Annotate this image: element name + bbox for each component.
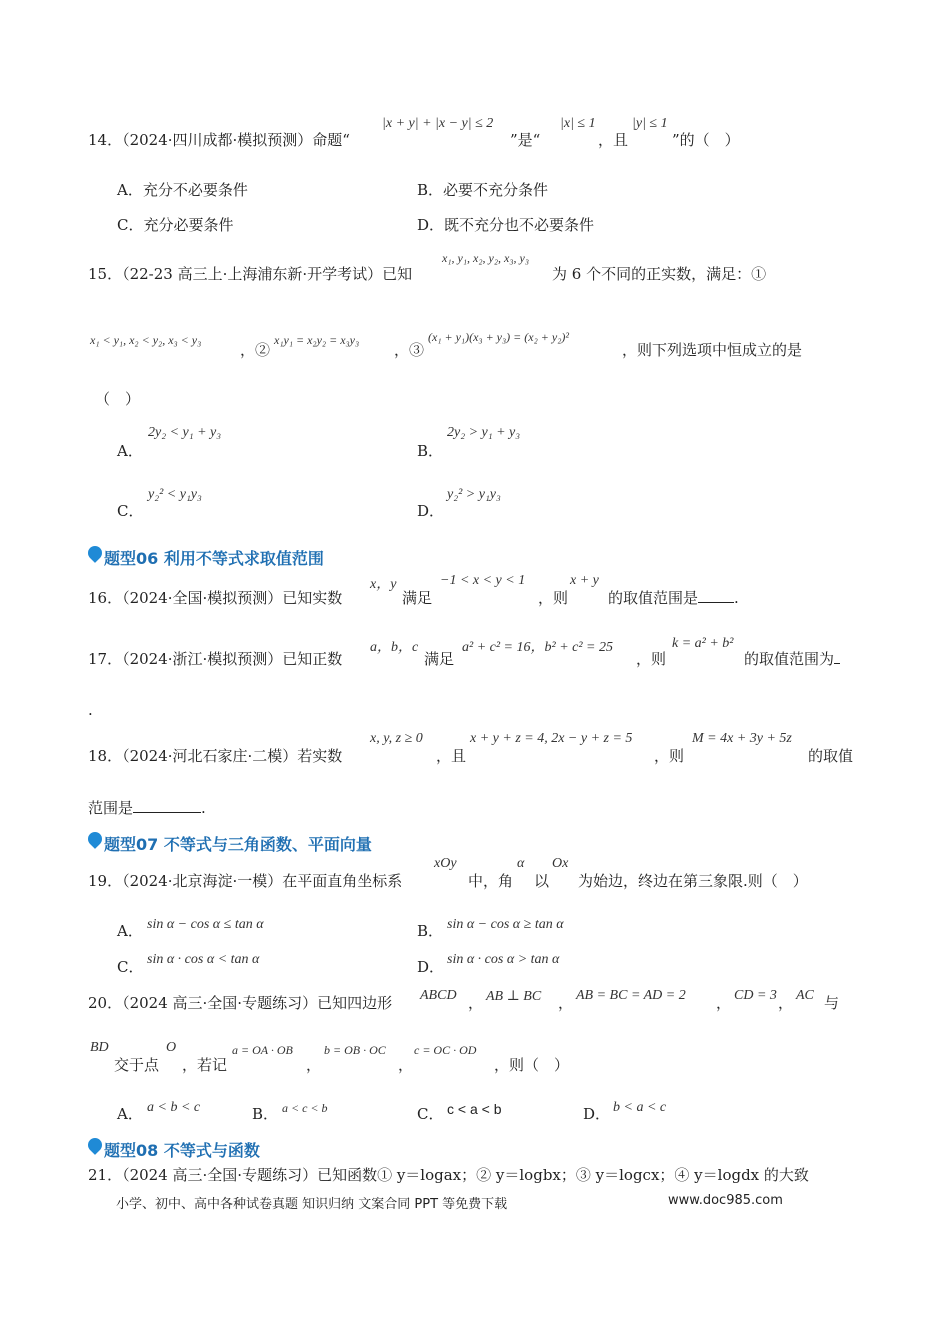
q19-option-c-label[interactable]: C． xyxy=(117,958,144,976)
q15-option-c-math[interactable]: y₂² < y₁y₃ xyxy=(148,487,202,502)
q15-option-d-math[interactable]: y₂² > y₁y₃ xyxy=(447,487,501,502)
q18-stem: 18．（2024·河北石家庄·二模）若实数 xyxy=(88,747,343,765)
footer-text: 小学、初中、高中各种试卷真题 知识归纳 文案合同 PPT 等免费下载 xyxy=(116,1197,508,1212)
q17-stem-c: ，则 xyxy=(636,650,667,668)
section-08-title: 题型08 不等式与函数 xyxy=(104,1141,260,1160)
q20-option-d-math[interactable]: b < a < c xyxy=(613,1100,667,1115)
q15-option-b-label[interactable]: B． xyxy=(417,442,444,460)
q14-stem: 14．（2024·四川成都·模拟预测）命题“ xyxy=(88,131,350,149)
section-marker-icon xyxy=(85,543,105,563)
q19-option-d-math[interactable]: sin α · cos α > tan α xyxy=(447,952,560,967)
q19-option-a-label[interactable]: A． xyxy=(117,922,143,940)
q14-stem-b: ”是“ xyxy=(510,131,541,149)
q20-comma-1: ， xyxy=(468,994,484,1012)
q15-stem-b: 为 6 个不同的正实数，满足：① xyxy=(552,265,767,283)
q16-math-3: x + y xyxy=(570,573,599,588)
q15-option-d-label[interactable]: D． xyxy=(417,502,445,520)
q17-math-1: a，b，c xyxy=(370,640,419,655)
q16-stem-b: 满足 xyxy=(402,589,433,607)
q19-stem-d: 为始边，终边在第三象限.则（ ） xyxy=(578,872,808,890)
q16-answer-blank[interactable] xyxy=(698,602,734,603)
q18-stem-d: 的取值 xyxy=(808,747,854,765)
q19-math-1: xOy xyxy=(434,856,457,871)
q15-stem-c: ，② xyxy=(240,341,271,359)
q15-option-c-label[interactable]: C． xyxy=(117,502,144,520)
q15-condition-1: x₁ < y₁, x₂ < y₂, x₃ < y₃ xyxy=(90,333,202,347)
q19-math-2: α xyxy=(517,856,525,871)
q15-stem-d: ，③ xyxy=(394,341,425,359)
q15-option-a-math[interactable]: 2y₂ < y₁ + y₃ xyxy=(148,425,222,440)
q15-paren: （ ） xyxy=(95,390,141,408)
q16-stem-c: ，则 xyxy=(538,589,569,607)
q20-stem-b: 与 xyxy=(824,994,840,1012)
q20-math-8: a = OA · OB xyxy=(232,1043,293,1057)
q20-math-6: BD xyxy=(90,1040,109,1055)
q18-math-3: M = 4x + 3y + 5z xyxy=(692,731,792,746)
q14-stem-d: ”的（ ） xyxy=(672,131,740,149)
q16-stem-d: 的取值范围是 . xyxy=(608,589,739,607)
q15-stem: 15．（22-23 高三上·上海浦东新·开学考试）已知 xyxy=(88,265,413,283)
section-07-title: 题型07 不等式与三角函数、平面向量 xyxy=(104,835,372,854)
q20-option-a-label[interactable]: A． xyxy=(117,1105,143,1123)
q20-stem-c: 交于点 xyxy=(114,1056,160,1074)
q15-condition-2: x₁y₁ = x₂y₂ = x₃y₃ xyxy=(274,333,360,347)
q18-stem-b: ，且 xyxy=(436,747,467,765)
q16-math-2: −1 < x < y < 1 xyxy=(440,573,526,588)
q20-stem-d: ，若记 xyxy=(182,1056,228,1074)
q18-answer-blank[interactable] xyxy=(133,812,201,813)
q19-option-d-label[interactable]: D． xyxy=(417,958,445,976)
q14-math-3: |y| ≤ 1 xyxy=(632,116,668,131)
q17-math-3: k = a² + b² xyxy=(672,636,734,651)
q18-stem-c: ，则 xyxy=(654,747,685,765)
q19-math-3: Ox xyxy=(552,856,569,871)
q20-math-5: AC xyxy=(796,988,814,1003)
q20-math-3: AB = BC = AD = 2 xyxy=(576,988,686,1003)
q15-option-b-math[interactable]: 2y₂ > y₁ + y₃ xyxy=(447,425,521,440)
q17-math-2: a² + c² = 16，b² + c² = 25 xyxy=(462,640,614,655)
q20-math-9: b = OB · OC xyxy=(324,1043,386,1057)
q20-comma-6: ， xyxy=(398,1056,414,1074)
q16-stem: 16．（2024·全国·模拟预测）已知实数 xyxy=(88,589,343,607)
q20-math-10: c = OC · OD xyxy=(414,1043,477,1057)
section-marker-icon xyxy=(85,829,105,849)
q19-option-c-math[interactable]: sin α · cos α < tan α xyxy=(147,952,260,967)
q20-math-1: ABCD xyxy=(420,988,457,1003)
q21-stem: 21．（2024 高三·全国·专题练习）已知函数① y＝logax；② y＝logbx；③ y＝logcx；④ y＝logdx 的大致 xyxy=(88,1166,809,1184)
q14-math-2: |x| ≤ 1 xyxy=(560,116,596,131)
q19-stem: 19．（2024·北京海淀·一模）在平面直角坐标系 xyxy=(88,872,403,890)
q20-option-c-math[interactable]: c < a < b xyxy=(447,1101,502,1117)
q14-option-b[interactable]: B．必要不充分条件 xyxy=(417,181,549,199)
q16-math-1: x，y xyxy=(370,577,397,592)
q20-math-7: O xyxy=(166,1040,177,1055)
q17-answer-blank[interactable] xyxy=(834,663,840,664)
q14-option-d[interactable]: D．既不充分也不必要条件 xyxy=(417,216,595,234)
q20-stem: 20．（2024 高三·全国·专题练习）已知四边形 xyxy=(88,994,393,1012)
q19-option-b-math[interactable]: sin α − cos α ≥ tan α xyxy=(447,917,564,932)
q14-option-a[interactable]: A．充分不必要条件 xyxy=(117,181,248,199)
q20-comma-4: ， xyxy=(778,994,794,1012)
q17-stem-b: 满足 xyxy=(424,650,455,668)
q20-comma-3: ， xyxy=(716,994,732,1012)
q17-stem-d: 的取值范围为 xyxy=(744,649,840,669)
q20-option-b-label[interactable]: B． xyxy=(252,1105,279,1123)
q17-period: . xyxy=(88,701,93,719)
q18-math-1: x, y, z ≥ 0 xyxy=(370,731,423,746)
q14-option-c[interactable]: C．充分必要条件 xyxy=(117,216,234,234)
q19-stem-c: 以 xyxy=(534,872,550,890)
q14-stem-c: ，且 xyxy=(598,131,629,149)
q19-option-a-math[interactable]: sin α − cos α ≤ tan α xyxy=(147,917,264,932)
q17-stem: 17．（2024·浙江·模拟预测）已知正数 xyxy=(88,650,343,668)
q20-math-2: AB ⊥ BC xyxy=(486,989,542,1004)
q20-stem-e: ，则（ ） xyxy=(494,1056,570,1074)
q20-comma-5: ， xyxy=(306,1056,322,1074)
q20-option-c-label[interactable]: C． xyxy=(417,1105,444,1123)
q15-condition-3: (x₁ + y₁)(x₃ + y₃) = (x₂ + y₂)² xyxy=(428,330,569,344)
section-06-title: 题型06 利用不等式求取值范围 xyxy=(104,549,324,568)
q20-math-4: CD = 3 xyxy=(734,988,777,1003)
footer-link[interactable]: www.doc985.com xyxy=(668,1193,783,1208)
section-marker-icon xyxy=(85,1135,105,1155)
q18-stem-e: 范围是 . xyxy=(88,799,206,817)
q20-option-b-math[interactable]: a < c < b xyxy=(282,1101,328,1115)
q19-stem-b: 中，角 xyxy=(468,872,514,890)
q20-comma-2: ， xyxy=(558,994,574,1012)
q20-option-a-math[interactable]: a < b < c xyxy=(147,1100,201,1115)
q15-option-a-label[interactable]: A． xyxy=(117,442,143,460)
q14-math-1: |x + y| + |x − y| ≤ 2 xyxy=(382,116,494,131)
q18-math-2: x + y + z = 4, 2x − y + z = 5 xyxy=(470,731,633,746)
q20-option-d-label[interactable]: D． xyxy=(583,1105,611,1123)
q19-option-b-label[interactable]: B． xyxy=(417,922,444,940)
q15-math-1: x₁, y₁, x₂, y₂, x₃, y₃ xyxy=(442,251,529,265)
q15-stem-e: ，则下列选项中恒成立的是 xyxy=(622,341,803,359)
